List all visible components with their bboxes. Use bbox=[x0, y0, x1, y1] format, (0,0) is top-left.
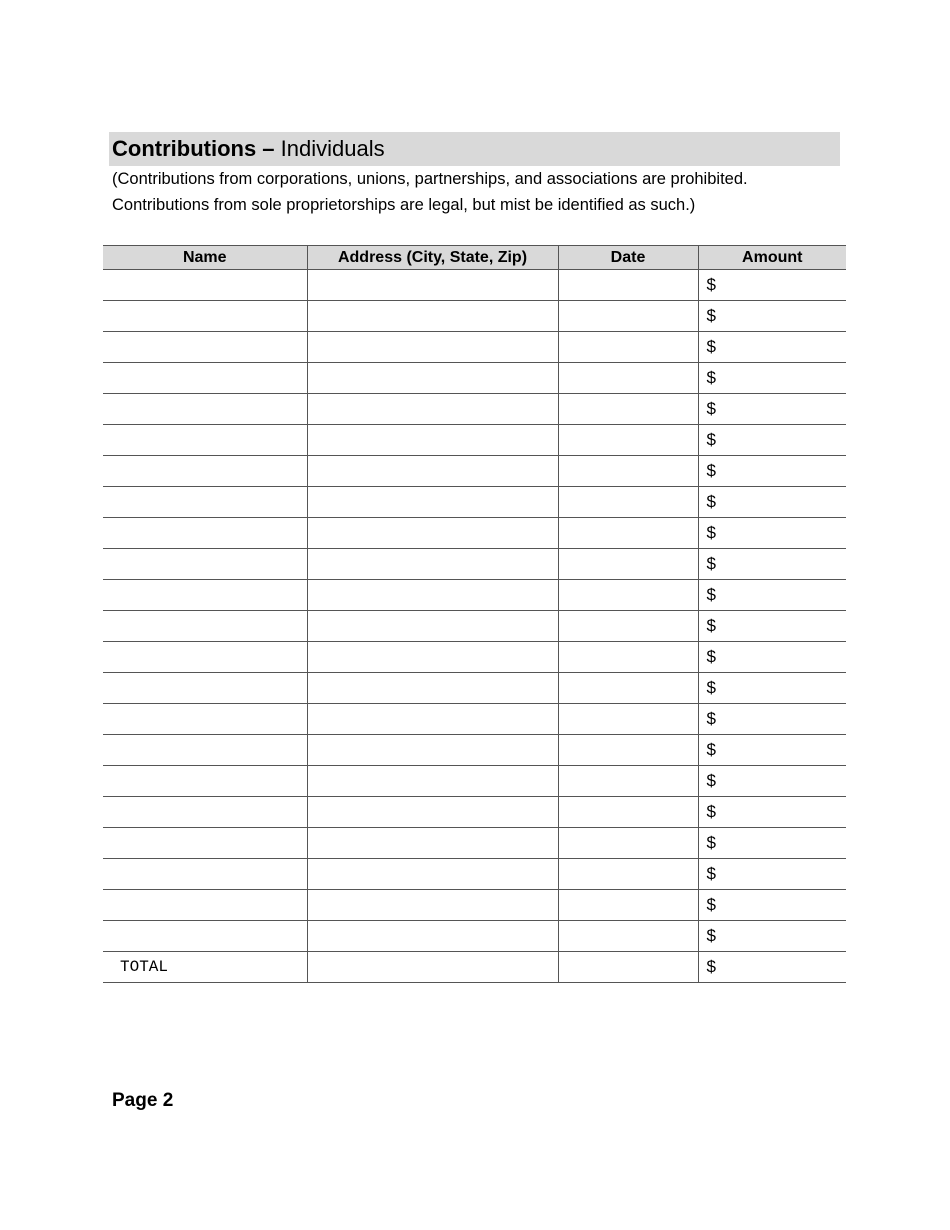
date-cell[interactable] bbox=[558, 735, 698, 766]
amount-cell[interactable]: $ bbox=[698, 704, 846, 735]
date-cell[interactable] bbox=[558, 611, 698, 642]
amount-cell[interactable]: $ bbox=[698, 270, 846, 301]
address-cell[interactable] bbox=[307, 735, 558, 766]
name-cell[interactable] bbox=[103, 425, 307, 456]
table-row bbox=[103, 797, 846, 828]
date-cell[interactable] bbox=[558, 828, 698, 859]
table-row bbox=[103, 270, 846, 301]
date-cell[interactable] bbox=[558, 580, 698, 611]
amount-cell[interactable]: $ bbox=[698, 301, 846, 332]
date-cell[interactable] bbox=[558, 766, 698, 797]
date-cell[interactable] bbox=[558, 394, 698, 425]
address-cell[interactable] bbox=[307, 394, 558, 425]
address-cell[interactable] bbox=[307, 828, 558, 859]
table-row bbox=[103, 766, 846, 797]
name-cell[interactable] bbox=[103, 766, 307, 797]
table-body bbox=[103, 270, 846, 983]
address-cell[interactable] bbox=[307, 456, 558, 487]
address-cell[interactable] bbox=[307, 859, 558, 890]
name-cell[interactable] bbox=[103, 797, 307, 828]
total-label: TOTAL bbox=[103, 952, 307, 983]
header-amount: Amount bbox=[698, 246, 846, 270]
amount-cell[interactable]: $ bbox=[698, 673, 846, 704]
address-cell[interactable] bbox=[307, 797, 558, 828]
amount-cell[interactable]: $ bbox=[698, 580, 846, 611]
date-cell[interactable] bbox=[558, 487, 698, 518]
header-date: Date bbox=[558, 246, 698, 270]
table-row bbox=[103, 549, 846, 580]
amount-cell[interactable]: $ bbox=[698, 921, 846, 952]
amount-cell[interactable]: $ bbox=[698, 859, 846, 890]
name-cell[interactable] bbox=[103, 828, 307, 859]
amount-cell[interactable]: $ bbox=[698, 642, 846, 673]
date-cell[interactable] bbox=[558, 921, 698, 952]
name-cell[interactable] bbox=[103, 921, 307, 952]
address-cell[interactable] bbox=[307, 518, 558, 549]
name-cell[interactable] bbox=[103, 394, 307, 425]
name-cell[interactable] bbox=[103, 642, 307, 673]
table-row bbox=[103, 301, 846, 332]
prohibition-note bbox=[112, 166, 832, 218]
address-cell[interactable] bbox=[307, 549, 558, 580]
section-header bbox=[109, 132, 840, 166]
date-cell[interactable] bbox=[558, 673, 698, 704]
address-cell[interactable] bbox=[307, 704, 558, 735]
address-cell[interactable] bbox=[307, 332, 558, 363]
name-cell[interactable] bbox=[103, 580, 307, 611]
name-cell[interactable] bbox=[103, 611, 307, 642]
amount-cell[interactable]: $ bbox=[698, 549, 846, 580]
table-row bbox=[103, 394, 846, 425]
table-row bbox=[103, 859, 846, 890]
table-row bbox=[103, 425, 846, 456]
amount-cell[interactable]: $ bbox=[698, 518, 846, 549]
date-cell[interactable] bbox=[558, 425, 698, 456]
amount-cell[interactable]: $ bbox=[698, 332, 846, 363]
address-cell[interactable] bbox=[307, 363, 558, 394]
total-amount-cell[interactable]: $ bbox=[698, 952, 846, 983]
amount-cell[interactable]: $ bbox=[698, 890, 846, 921]
amount-cell[interactable]: $ bbox=[698, 425, 846, 456]
address-cell[interactable] bbox=[307, 766, 558, 797]
page-number: Page 2 bbox=[112, 1090, 174, 1111]
section-title-bold: Contributions – bbox=[112, 136, 275, 161]
date-cell[interactable] bbox=[558, 549, 698, 580]
name-cell[interactable] bbox=[103, 301, 307, 332]
address-cell[interactable] bbox=[307, 890, 558, 921]
amount-cell[interactable]: $ bbox=[698, 735, 846, 766]
address-cell[interactable] bbox=[307, 425, 558, 456]
name-cell[interactable] bbox=[103, 549, 307, 580]
name-cell[interactable] bbox=[103, 456, 307, 487]
name-cell[interactable] bbox=[103, 673, 307, 704]
table-row bbox=[103, 456, 846, 487]
address-cell[interactable] bbox=[307, 580, 558, 611]
address-cell[interactable] bbox=[307, 301, 558, 332]
address-cell[interactable] bbox=[307, 611, 558, 642]
address-cell[interactable] bbox=[307, 673, 558, 704]
name-cell[interactable] bbox=[103, 859, 307, 890]
address-cell[interactable] bbox=[307, 487, 558, 518]
table-row bbox=[103, 487, 846, 518]
name-cell[interactable] bbox=[103, 890, 307, 921]
name-cell[interactable] bbox=[103, 518, 307, 549]
table-row bbox=[103, 611, 846, 642]
amount-cell[interactable]: $ bbox=[698, 363, 846, 394]
table-row bbox=[103, 363, 846, 394]
amount-cell[interactable]: $ bbox=[698, 828, 846, 859]
table-row bbox=[103, 518, 846, 549]
table-row bbox=[103, 332, 846, 363]
amount-cell[interactable]: $ bbox=[698, 766, 846, 797]
date-cell[interactable] bbox=[558, 518, 698, 549]
note-line-1: (Contributions from corporations, unions, partnerships, and associations are prohibited. bbox=[112, 170, 748, 188]
table-row bbox=[103, 673, 846, 704]
name-cell[interactable] bbox=[103, 735, 307, 766]
table-row bbox=[103, 890, 846, 921]
table-row bbox=[103, 580, 846, 611]
amount-cell[interactable]: $ bbox=[698, 797, 846, 828]
date-cell[interactable] bbox=[558, 642, 698, 673]
contributions-table bbox=[103, 245, 846, 983]
name-cell[interactable] bbox=[103, 487, 307, 518]
date-cell[interactable] bbox=[558, 797, 698, 828]
date-cell[interactable] bbox=[558, 270, 698, 301]
total-row bbox=[103, 952, 846, 983]
table-row bbox=[103, 704, 846, 735]
date-cell[interactable] bbox=[558, 301, 698, 332]
total-date-cell[interactable] bbox=[558, 952, 698, 983]
address-cell[interactable] bbox=[307, 642, 558, 673]
section-title-light: Individuals bbox=[280, 136, 385, 161]
amount-cell[interactable]: $ bbox=[698, 456, 846, 487]
header-address: Address (City, State, Zip) bbox=[307, 246, 558, 270]
name-cell[interactable] bbox=[103, 332, 307, 363]
address-cell[interactable] bbox=[307, 270, 558, 301]
total-address-cell[interactable] bbox=[307, 952, 558, 983]
header-name: Name bbox=[103, 246, 307, 270]
name-cell[interactable] bbox=[103, 704, 307, 735]
date-cell[interactable] bbox=[558, 859, 698, 890]
name-cell[interactable] bbox=[103, 363, 307, 394]
table-row bbox=[103, 921, 846, 952]
table-row bbox=[103, 828, 846, 859]
date-cell[interactable] bbox=[558, 704, 698, 735]
date-cell[interactable] bbox=[558, 363, 698, 394]
date-cell[interactable] bbox=[558, 456, 698, 487]
address-cell[interactable] bbox=[307, 921, 558, 952]
table-row bbox=[103, 642, 846, 673]
table-row bbox=[103, 735, 846, 766]
note-line-2: Contributions from sole proprietorships are legal, but mist be identified as such.) bbox=[112, 196, 696, 214]
table-header-row bbox=[103, 246, 846, 270]
amount-cell[interactable]: $ bbox=[698, 394, 846, 425]
date-cell[interactable] bbox=[558, 890, 698, 921]
name-cell[interactable] bbox=[103, 270, 307, 301]
amount-cell[interactable]: $ bbox=[698, 487, 846, 518]
amount-cell[interactable]: $ bbox=[698, 611, 846, 642]
date-cell[interactable] bbox=[558, 332, 698, 363]
